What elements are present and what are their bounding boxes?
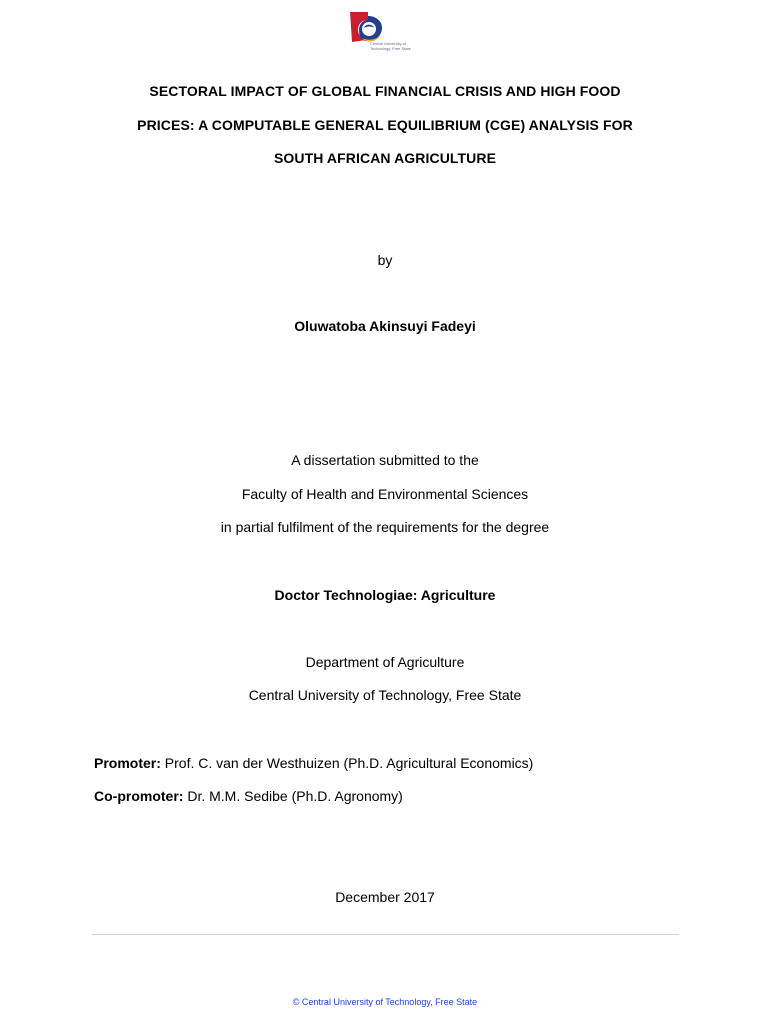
copromoter-label: Co-promoter: [94,788,184,804]
degree-name: Doctor Technologiae: Agriculture [274,587,496,603]
submission-line-2: Faculty of Health and Environmental Sciences [241,486,529,502]
university-logo [348,10,420,54]
copromoter-value: Dr. M.M. Sedibe (Ph.D. Agronomy) [183,788,403,804]
cut-logo-icon [348,10,388,44]
title-line-3: SOUTH AFRICAN AGRICULTURE [273,150,497,166]
promoter-value: Prof. C. van der Westhuizen (Ph.D. Agricultural Economics) [160,755,534,771]
title-line-2: PRICES: A COMPUTABLE GENERAL EQUILIBRIUM (CGE) ANALYSIS FOR [137,117,633,133]
logo-text [370,41,411,51]
footer-copyright-link[interactable]: © Central University of Technology, Free State [292,997,478,1007]
copromoter-line [94,788,403,804]
title-line-1: SECTORAL IMPACT OF GLOBAL FINANCIAL CRISIS AND HIGH FOOD [149,83,621,99]
university-name: Central University of Technology, Free State [248,687,522,703]
promoter-label: Promoter: [94,755,161,771]
submission-line-1: A dissertation submitted to the [291,452,479,468]
submission-date: December 2017 [335,889,435,905]
logo-text-line1: Central University of [370,41,407,46]
footer-divider [92,934,679,935]
by-label: by [377,252,393,268]
department-name: Department of Agriculture [305,654,465,670]
submission-line-3: in partial fulfilment of the requirements for the degree [220,519,550,535]
author-name: Oluwatoba Akinsuyi Fadeyi [294,318,476,334]
promoter-line [94,755,533,771]
logo-text-line2: Technology, Free State [370,46,411,51]
